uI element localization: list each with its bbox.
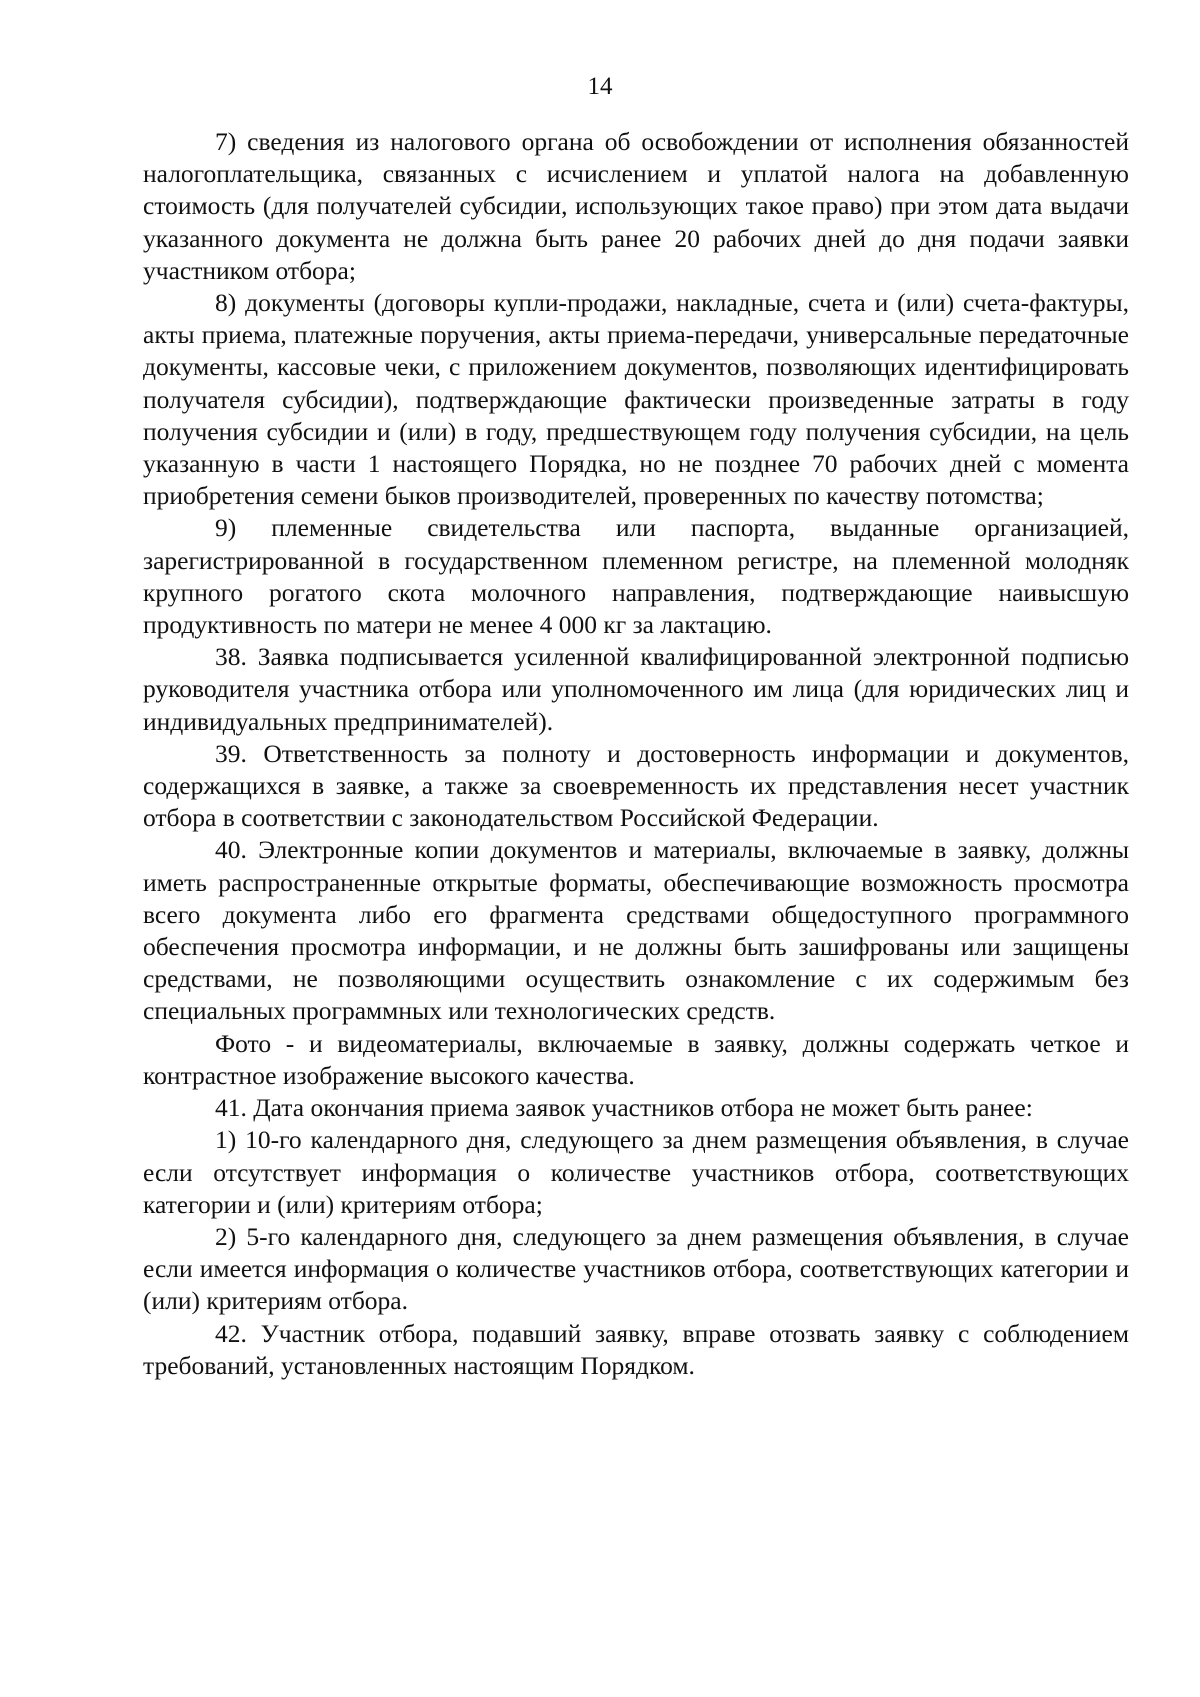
paragraph-clause-42: 42. Участник отбора, подавший заявку, вправе отозвать заявку с соблюдением требований, установленных настоящим Порядком. bbox=[143, 1318, 1129, 1380]
paragraph-clause-41: 41. Дата окончания приема заявок участников отбора не может быть ранее: bbox=[215, 1093, 1033, 1123]
paragraph-item-9: 9) племенные свидетельства или паспорта, выданные организацией, зарегистрированной в государственном племенном регистре, на племенной молодняк крупного рогатого скота молочного направления, подтверждающие наивысшую продуктивность по матери не менее 4 000 кг за лактацию. bbox=[143, 513, 1129, 640]
paragraph-clause-38: 38. Заявка подписывается усиленной квалифицированной электронной подписью руководителя участника отбора или уполномоченного им лица (для юридических лиц и индивидуальных предпринимателей). bbox=[143, 642, 1129, 736]
paragraph-item-8: 8) документы (договоры купли-продажи, накладные, счета и (или) счета-фактуры, акты приема, платежные поручения, акты приема-передачи, универсальные передаточные документы, кассовые чеки, с приложением документов, позволяющих идентифицировать получателя субсидии), подтверждающие фактически произведенные затраты в году получения субсидии и (или) в году, предшествующем году получения субсидии, на цель указанную в части 1 настоящего Порядка, но не позднее 70 рабочих дней с момента приобретения семени быков производителей, проверенных по качеству потомства; bbox=[143, 288, 1129, 511]
paragraph-clause-40: 40. Электронные копии документов и материалы, включаемые в заявку, должны иметь распространенные открытые форматы, обеспечивающие возможность просмотра всего документа либо его фрагмента средствами общедоступного программного обеспечения просмотра информации, и не должны быть зашифрованы или защищены средствами, не позволяющими осуществить ознакомление с их содержимым без специальных программных или технологических средств. bbox=[143, 835, 1129, 1026]
paragraph-clause-41-item-1: 1) 10-го календарного дня, следующего за днем размещения объявления, в случае если отсутствует информация о количестве участников отбора, соответствующих категории и (или) критериям отбора; bbox=[143, 1125, 1129, 1219]
paragraph-item-7: 7) сведения из налогового органа об освобождении от исполнения обязанностей налогоплательщика, связанных с исчислением и уплатой налога на добавленную стоимость (для получателей субсидии, использующих такое право) при этом дата выдачи указанного документа не должна быть ранее 20 рабочих дней до дня подачи заявки участником отбора; bbox=[143, 127, 1129, 285]
paragraph-clause-39: 39. Ответственность за полноту и достоверность информации и документов, содержащихся в заявке, а также за своевременность их представления несет участник отбора в соответствии с законодательством Российской Федерации. bbox=[143, 738, 1129, 833]
page-number: 14 bbox=[587, 73, 613, 100]
document-body bbox=[143, 126, 1129, 1382]
paragraph-clause-41-item-2: 2) 5-го календарного дня, следующего за днем размещения объявления, в случае если имеется информация о количестве участников отбора, соответствующих категории и (или) критериям отбора. bbox=[143, 1221, 1129, 1316]
paragraph-photo-video: Фото - и видеоматериалы, включаемые в заявку, должны содержать четкое и контрастное изображение высокого качества. bbox=[143, 1028, 1129, 1090]
